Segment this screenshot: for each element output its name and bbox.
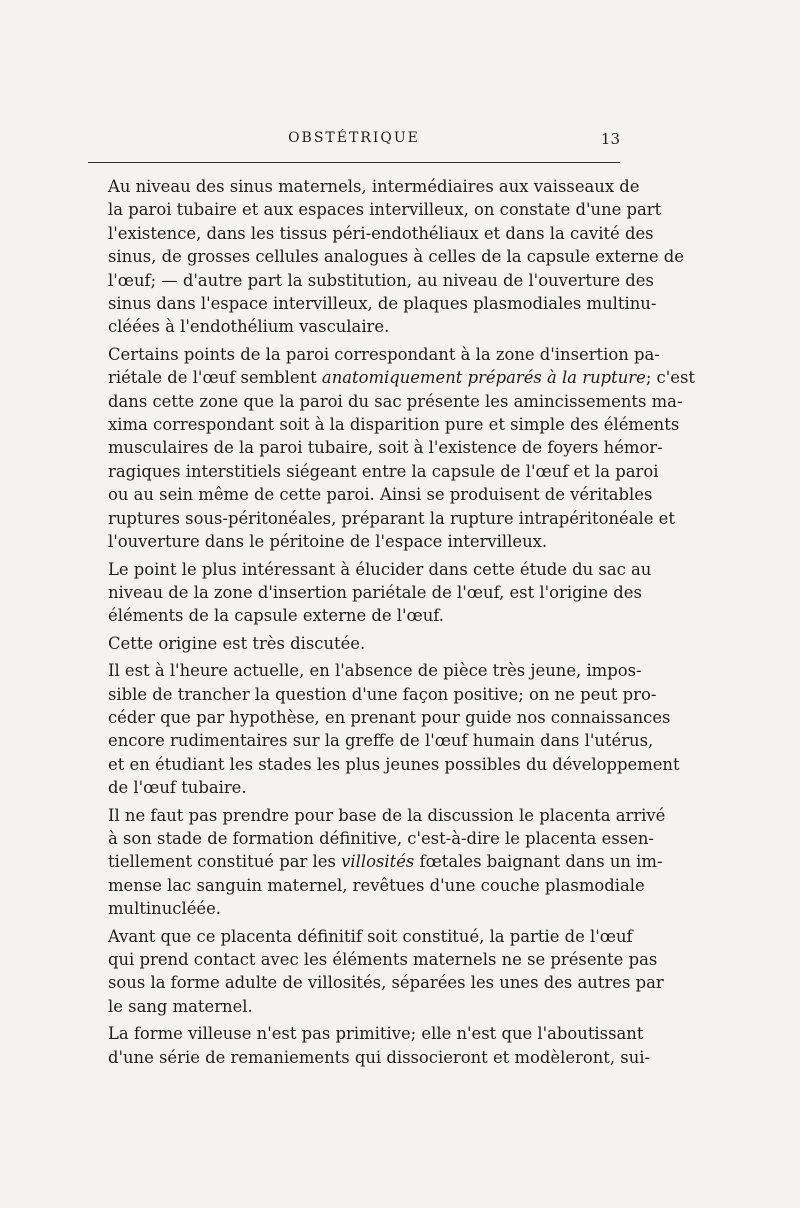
text-line: Certains points de la paroi correspondant à la zone d'insertion pa- (108, 344, 660, 364)
text-line: multinucléée. (108, 899, 222, 919)
text-line: qui prend contact avec les éléments maternels ne se présente pas (108, 950, 658, 969)
text-line: l'œuf; — d'autre part la substitution, au niveau de l'ouverture des (108, 270, 654, 290)
body-text (88, 175, 695, 1073)
text-line: ragiques interstitiels siégeant entre la capsule de l'œuf et la paroi (108, 461, 659, 481)
paragraph (88, 558, 652, 628)
paragraph (88, 632, 622, 655)
paragraph (88, 343, 695, 554)
text-line: sible de trancher la question d'une façon positive; on ne peut pro- (108, 684, 657, 704)
italic-term: villosités (341, 852, 415, 872)
text-line: niveau de la zone d'insertion pariétale de l'œuf, est l'origine des (108, 582, 642, 602)
text-line: Avant que ce placenta définitif soit constitué, la partie de l'œuf (108, 926, 633, 946)
text-line: et en étudiant les stades les plus jeunes possibles du développement (108, 754, 680, 774)
text-line: Cette origine est très discutée. (108, 633, 366, 653)
text-line: le sang maternel. (108, 996, 253, 1016)
text-line: de l'œuf tubaire. (108, 778, 247, 798)
text-line: mense lac sanguin maternel, revêtues d'une couche plasmodiale (108, 875, 645, 895)
text-line: musculaires de la paroi tubaire, soit à l'existence de foyers hémor- (108, 438, 663, 458)
text-line: d'une série de remaniements qui dissocieront et modèleront, sui- (108, 1047, 651, 1067)
text-line: la paroi tubaire et aux espaces intervilleux, on constate d'une part (108, 200, 662, 220)
text-line: encore rudimentaires sur la greffe de l'œuf humain dans l'utérus, (108, 731, 654, 751)
text-line: ou au sein même de cette paroi. Ainsi se produisent de véritables (108, 485, 653, 505)
paragraph (88, 804, 666, 921)
page-header (88, 128, 620, 154)
paragraph (88, 175, 684, 339)
text-line: céder que par hypothèse, en prenant pour guide nos connaissances (108, 707, 671, 727)
text-line: Il est à l'heure actuelle, en l'absence de pièce très jeune, impos- (108, 661, 642, 681)
text-line: sinus dans l'espace intervilleux, de plaques plasmodiales multinu- (108, 294, 657, 314)
text-line: l'existence, dans les tissus péri-endothéliaux et dans la cavité des (108, 223, 654, 243)
paragraph (88, 659, 680, 799)
text-line: Il ne faut pas prendre pour base de la discussion le placenta arrivé (108, 805, 666, 825)
italic-term: anatomiquement préparés à la rupture (321, 368, 646, 388)
text-line: Le point le plus intéressant à élucider dans cette étude du sac au (108, 559, 652, 579)
running-title: OBSTÉTRIQUE (288, 130, 420, 146)
text-line: tiellement constitué par les villosités fœtales baignant dans un im- (108, 852, 663, 872)
paragraph (88, 925, 664, 1019)
text-line: à son stade de formation définitive, c'est-à-dire le placenta essen- (108, 828, 654, 848)
text-line: ruptures sous-péritonéales, préparant la rupture intrapéritonéale et (108, 508, 675, 528)
text-line: La forme villeuse n'est pas primitive; elle n'est que l'aboutissant (108, 1024, 644, 1044)
header-rule (88, 162, 620, 163)
text-line: l'ouverture dans le péritoine de l'espace intervilleux. (108, 532, 548, 552)
paragraph (88, 1022, 651, 1069)
page-number: 13 (600, 130, 620, 148)
text-line: sinus, de grosses cellules analogues à celles de la capsule externe de (108, 247, 684, 267)
text-line: dans cette zone que la paroi du sac présente les amincissements ma- (108, 391, 683, 411)
text-line: Au niveau des sinus maternels, intermédiaires aux vaisseaux de (108, 177, 640, 196)
text-line: cléées à l'endothélium vasculaire. (108, 317, 390, 337)
text-line: riétale de l'œuf semblent anatomiquement préparés à la rupture; c'est (108, 368, 695, 388)
text-line: xima correspondant soit à la disparition pure et simple des éléments (108, 415, 680, 435)
text-line: sous la forme adulte de villosités, séparées les unes des autres par (108, 973, 664, 993)
text-line: éléments de la capsule externe de l'œuf. (108, 606, 444, 626)
